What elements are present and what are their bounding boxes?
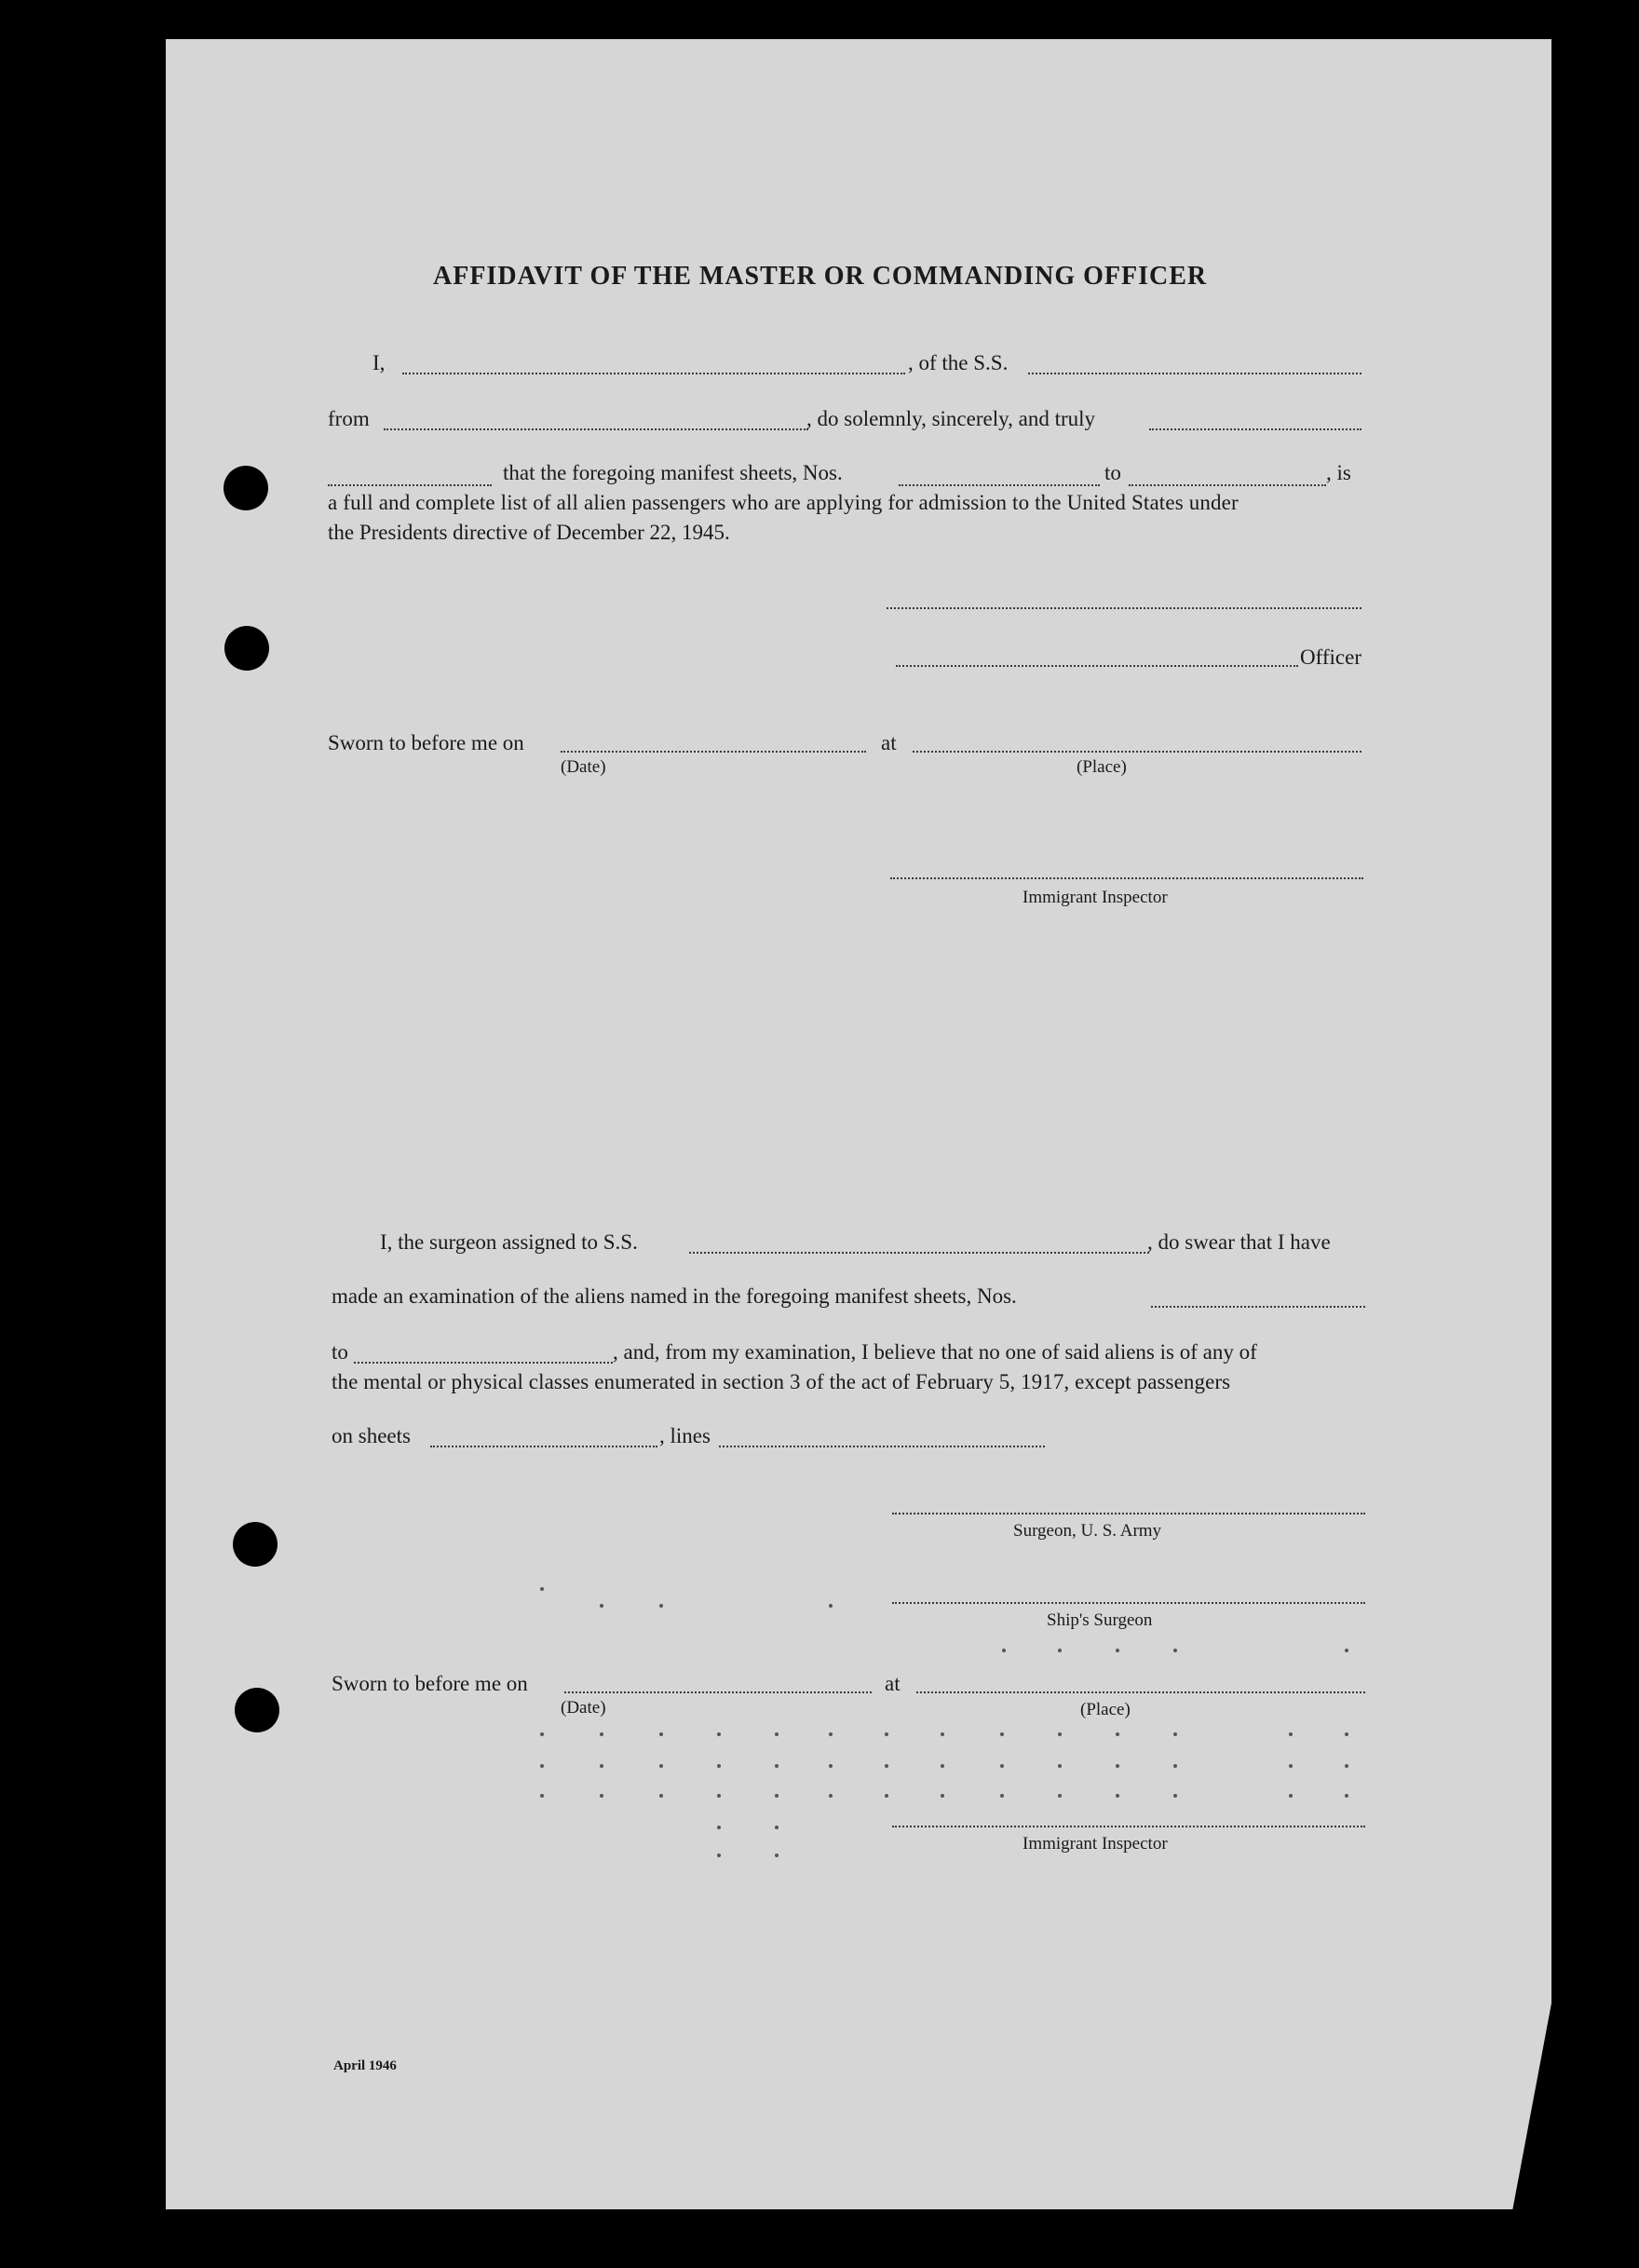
speck	[1058, 1794, 1062, 1798]
punch-hole	[224, 466, 268, 510]
master-affidavit-title: AFFIDAVIT OF THE MASTER OR COMMANDING OFFICER	[433, 262, 1208, 291]
master-full-list-text: a full and complete list of all alien passengers who are applying for admission to the United States under	[328, 491, 1239, 514]
speck	[829, 1732, 833, 1736]
surgeon-line4: the mental or physical classes enumerated in section 3 of the act of February 5, 1917, except passengers	[332, 1370, 1231, 1393]
speck	[1116, 1764, 1119, 1768]
surgeon-sheets-blank[interactable]	[430, 1446, 657, 1447]
speck	[775, 1794, 779, 1798]
speck	[1173, 1764, 1177, 1768]
speck	[829, 1794, 833, 1798]
speck	[775, 1732, 779, 1736]
speck	[1000, 1764, 1004, 1768]
speck	[941, 1732, 944, 1736]
speck	[540, 1587, 544, 1591]
surgeon-line2: made an examination of the aliens named in the foregoing manifest sheets, Nos.	[332, 1284, 1017, 1308]
speck	[1345, 1764, 1348, 1768]
speck	[775, 1764, 779, 1768]
surgeon-on-sheets-label: on sheets	[332, 1424, 411, 1447]
master-is-label: , is	[1326, 461, 1351, 484]
ships-surgeon-caption: Ship's Surgeon	[1047, 1610, 1153, 1630]
speck	[829, 1764, 833, 1768]
speck	[1000, 1732, 1004, 1736]
speck	[829, 1604, 833, 1608]
surgeon-date-caption: (Date)	[561, 1698, 606, 1718]
master-sworn-label: Sworn to before me on	[328, 731, 524, 754]
speck	[1289, 1732, 1293, 1736]
officer-label: Officer	[1300, 645, 1361, 669]
speck	[717, 1854, 721, 1857]
master-inspector-line[interactable]	[890, 877, 1363, 879]
speck	[1116, 1649, 1119, 1652]
surgeon-inspector-line[interactable]	[892, 1826, 1365, 1827]
master-place-caption: (Place)	[1077, 757, 1127, 777]
master-to-label: to	[1104, 461, 1121, 484]
speck	[1289, 1794, 1293, 1798]
speck	[717, 1794, 721, 1798]
master-inspector-caption: Immigrant Inspector	[1023, 888, 1168, 907]
speck	[717, 1732, 721, 1736]
speck	[600, 1732, 603, 1736]
speck	[600, 1764, 603, 1768]
speck	[717, 1826, 721, 1829]
punch-hole	[235, 1688, 279, 1732]
surgeon-to-label: to	[332, 1340, 348, 1364]
master-from-label: from	[328, 407, 370, 430]
master-sworn-date-blank[interactable]	[561, 751, 866, 753]
speck	[775, 1826, 779, 1829]
speck	[600, 1604, 603, 1608]
master-swear-blank[interactable]	[1149, 428, 1361, 430]
surgeon-sworn-place-blank[interactable]	[916, 1691, 1365, 1693]
speck	[1058, 1649, 1062, 1652]
surgeon-place-caption: (Place)	[1080, 1700, 1131, 1719]
speck	[775, 1854, 779, 1857]
surgeon-sheets-to-blank[interactable]	[354, 1362, 613, 1364]
speck	[717, 1764, 721, 1768]
officer-signature-line[interactable]	[896, 665, 1298, 667]
speck	[885, 1764, 888, 1768]
master-sheets-to-blank[interactable]	[1129, 484, 1326, 486]
ships-surgeon-signature-line[interactable]	[892, 1602, 1365, 1604]
surgeon-sworn-label: Sworn to before me on	[332, 1672, 528, 1695]
master-foregoing-label: that the foregoing manifest sheets, Nos.	[503, 461, 843, 484]
surgeon-sworn-date-blank[interactable]	[564, 1691, 872, 1693]
speck	[540, 1732, 544, 1736]
master-sheets-from-blank[interactable]	[899, 484, 1100, 486]
master-i-label: I,	[372, 351, 386, 374]
master-of-ss-label: , of the S.S.	[908, 351, 1009, 374]
speck	[1058, 1764, 1062, 1768]
master-signature-line[interactable]	[887, 607, 1361, 609]
master-sworn-place-blank[interactable]	[913, 751, 1361, 753]
army-surgeon-signature-line[interactable]	[892, 1513, 1365, 1514]
master-ship-blank[interactable]	[1028, 373, 1361, 374]
surgeon-lines-blank[interactable]	[719, 1446, 1045, 1447]
surgeon-line1-start: I, the surgeon assigned to S.S.	[380, 1230, 638, 1254]
speck	[1000, 1794, 1004, 1798]
surgeon-at-label: at	[885, 1672, 901, 1695]
master-oath-blank[interactable]	[328, 484, 492, 486]
punch-hole	[233, 1522, 278, 1567]
speck	[659, 1604, 663, 1608]
speck	[540, 1764, 544, 1768]
speck	[1116, 1794, 1119, 1798]
speck	[659, 1732, 663, 1736]
surgeon-line1-end: , do swear that I have	[1147, 1230, 1331, 1254]
speck	[1116, 1732, 1119, 1736]
master-name-blank[interactable]	[402, 373, 905, 374]
master-directive-text: the Presidents directive of December 22, 1945.	[328, 521, 730, 544]
master-date-caption: (Date)	[561, 757, 606, 777]
speck	[659, 1764, 663, 1768]
surgeon-line3-end: , and, from my examination, I believe that no one of said aliens is of any of	[613, 1340, 1257, 1364]
speck	[1173, 1732, 1177, 1736]
speck	[1345, 1649, 1348, 1652]
surgeon-ship-blank[interactable]	[689, 1252, 1149, 1254]
master-solemnly-label: , do solemnly, sincerely, and truly	[806, 407, 1096, 430]
surgeon-inspector-caption: Immigrant Inspector	[1023, 1834, 1168, 1854]
speck	[1173, 1649, 1177, 1652]
master-at-label: at	[881, 731, 897, 754]
surgeon-sheets-from-blank[interactable]	[1151, 1306, 1365, 1308]
speck	[659, 1794, 663, 1798]
speck	[1002, 1649, 1006, 1652]
speck	[1289, 1764, 1293, 1768]
surgeon-lines-label: , lines	[659, 1424, 711, 1447]
speck	[540, 1794, 544, 1798]
speck	[885, 1794, 888, 1798]
master-from-blank[interactable]	[384, 428, 808, 430]
army-surgeon-caption: Surgeon, U. S. Army	[1013, 1521, 1162, 1541]
speck	[941, 1764, 944, 1768]
speck	[1345, 1732, 1348, 1736]
speck	[1058, 1732, 1062, 1736]
speck	[941, 1794, 944, 1798]
form-date-footer: April 1946	[333, 2058, 397, 2073]
speck	[600, 1794, 603, 1798]
speck	[1173, 1794, 1177, 1798]
speck	[885, 1732, 888, 1736]
speck	[1345, 1794, 1348, 1798]
punch-hole	[224, 626, 269, 671]
